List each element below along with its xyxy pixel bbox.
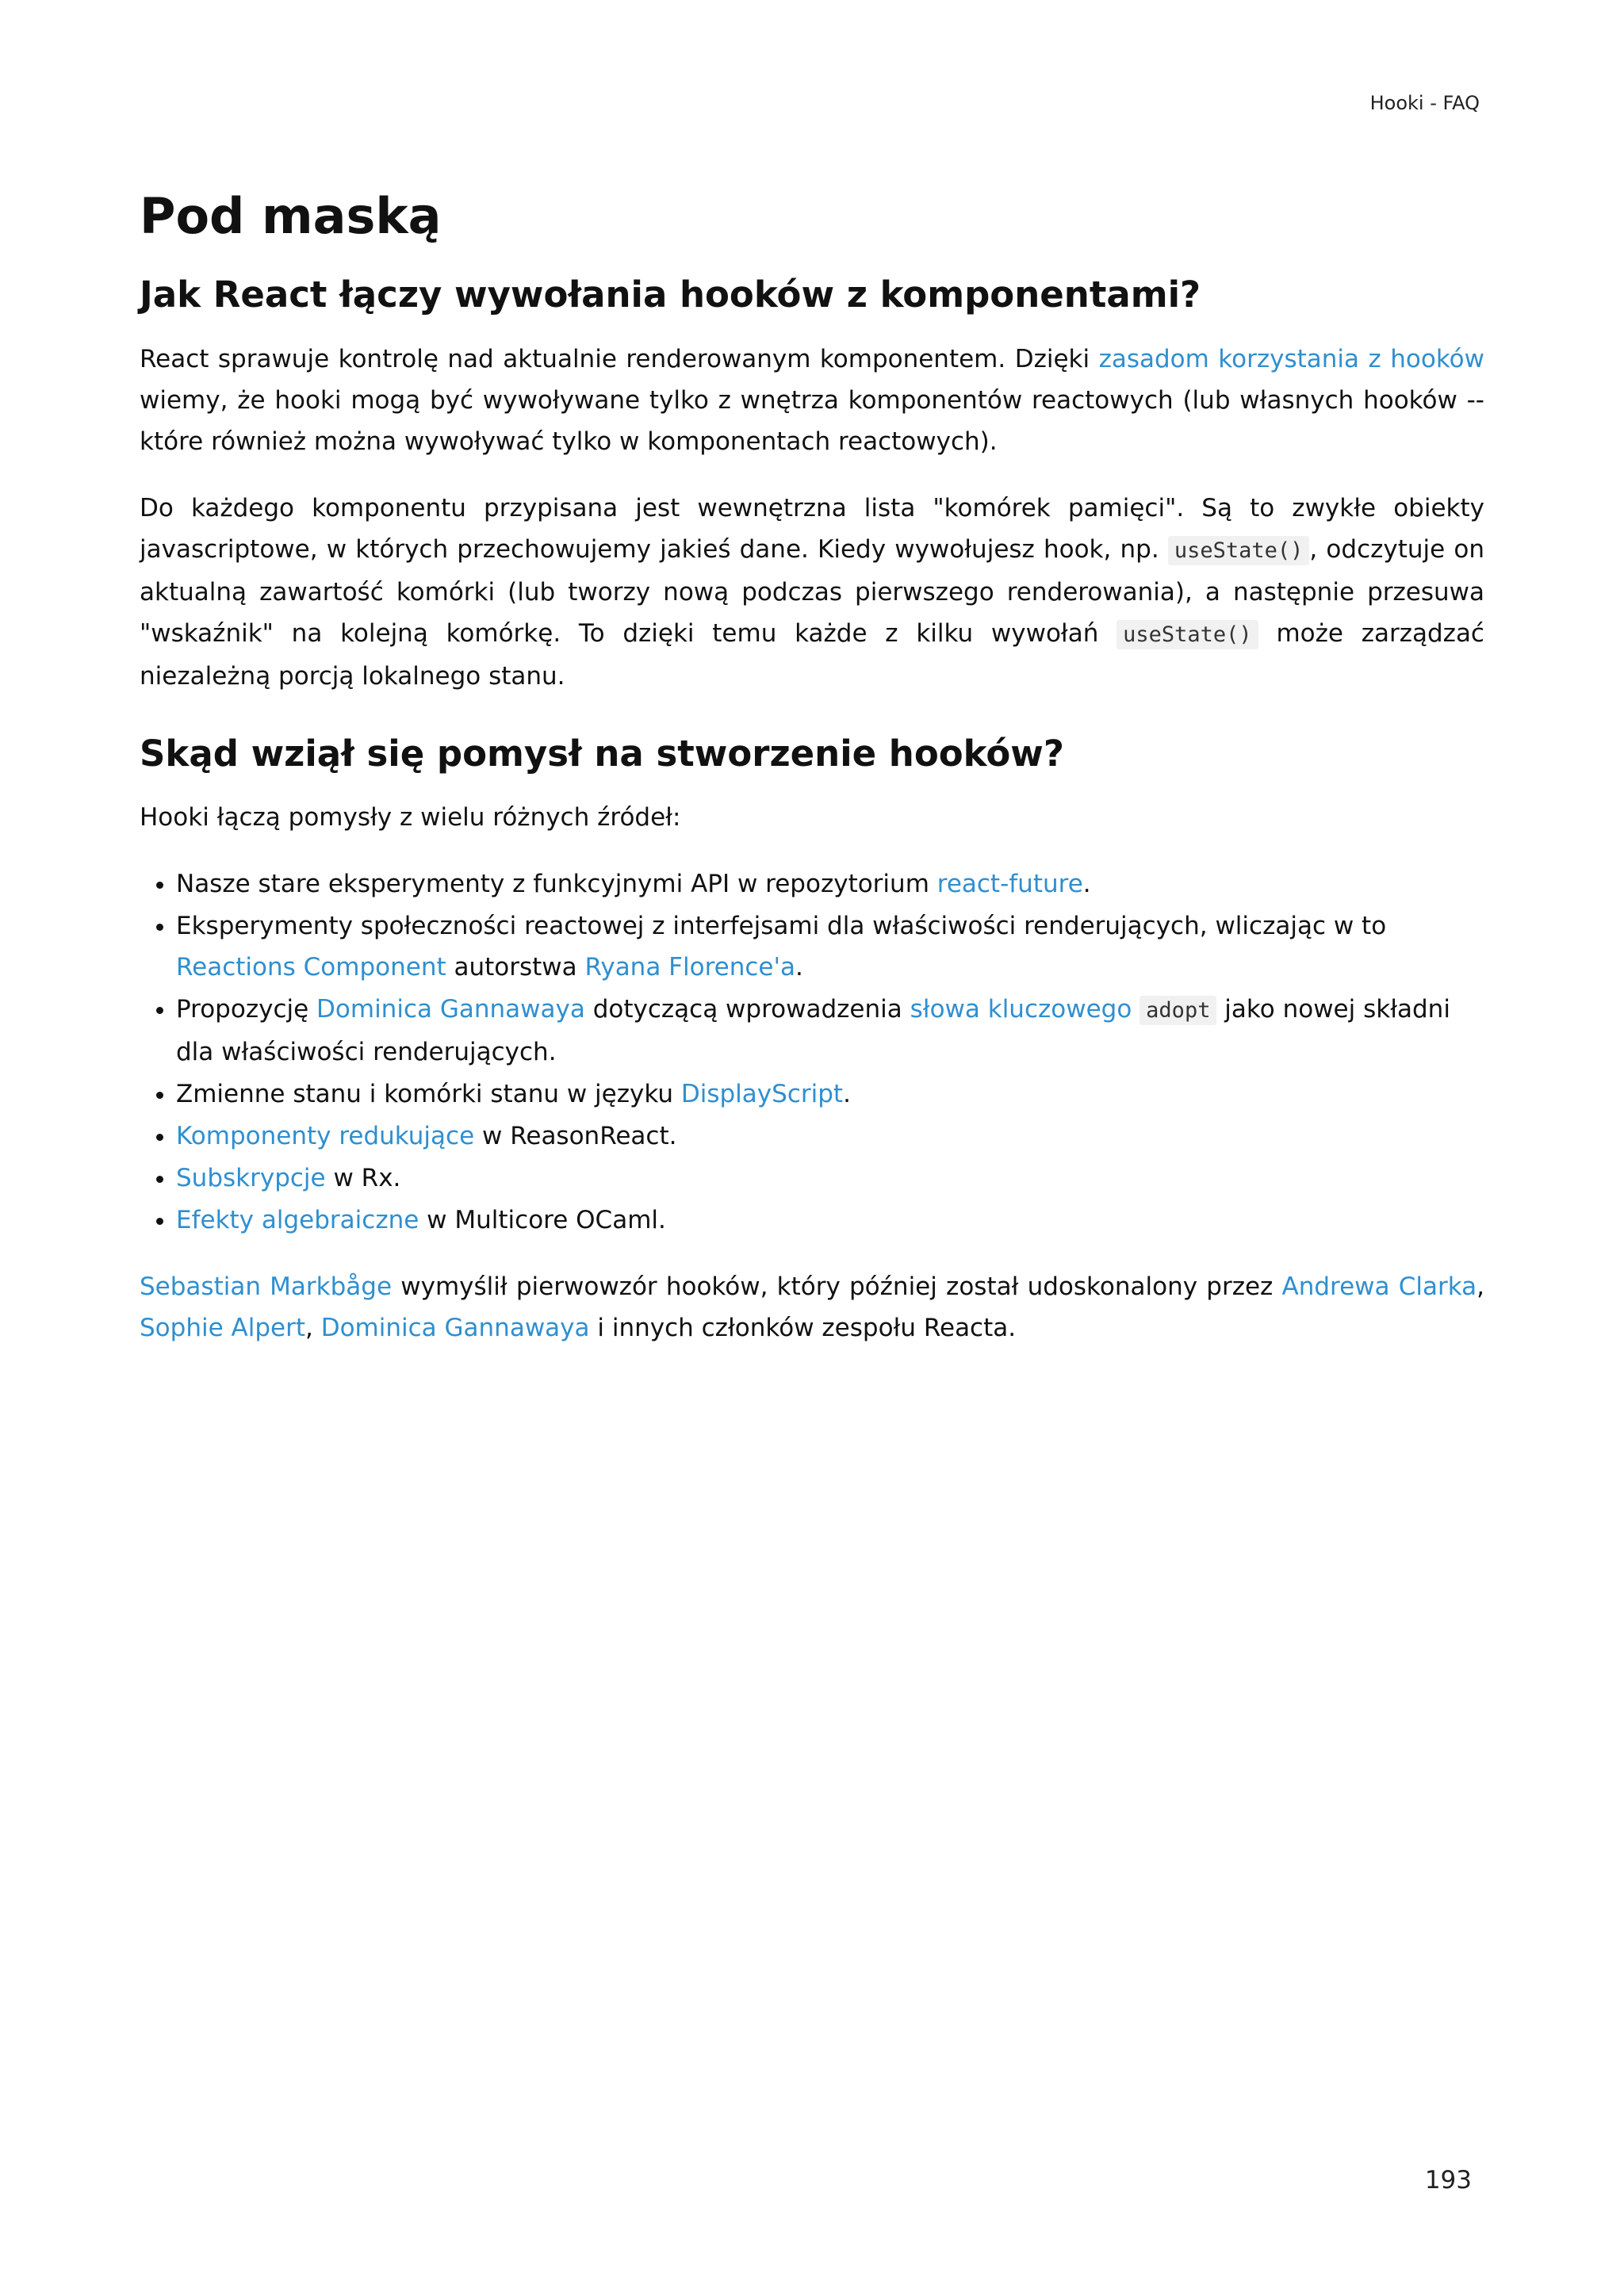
section-heading-hooks-components: Jak React łączy wywołania hooków z komponentami? bbox=[140, 274, 1201, 316]
link-keyword[interactable]: słowa kluczowego bbox=[910, 994, 1132, 1024]
link-dominic-gannaway[interactable]: Dominica Gannawaya bbox=[320, 1313, 590, 1342]
link-rules-of-hooks[interactable]: zasadom korzystania z hooków bbox=[1098, 344, 1484, 373]
paragraph-control: React sprawuje kontrolę nad aktualnie renderowanym komponentem. Dzięki zasadom korzystania z hooków wiemy, że hooki mogą być wywoływane tylko z wnętrza komponentów reactowych (lub własnych hooków -- które również można wywoływać tylko w komponentach reactowych). bbox=[140, 344, 1484, 456]
link-andrew-clark[interactable]: Andrewa Clarka bbox=[1281, 1272, 1477, 1301]
link-sebastian-markbage[interactable]: Sebastian Markbåge bbox=[140, 1272, 393, 1301]
running-header: Hooki - FAQ bbox=[1369, 92, 1480, 114]
list-item: • Efekty algebraiczne w Multicore OCaml. bbox=[176, 1200, 1484, 1241]
list-item: • Nasze stare eksperymenty z funkcyjnymi API w repozytorium react-future. bbox=[176, 863, 1484, 905]
code-usestate: useState() bbox=[1168, 536, 1310, 565]
list-item: • Propozycję Dominica Gannawaya dotyczącą wprowadzenia słowa kluczowego adopt jako nowej składni dla właściwości renderujących. bbox=[176, 989, 1484, 1073]
link-reactions-component[interactable]: Reactions Component bbox=[176, 952, 446, 982]
link-dominic-gannaway[interactable]: Dominica Gannawaya bbox=[316, 994, 585, 1024]
page-number: 193 bbox=[1424, 2166, 1472, 2195]
link-ryan-florence[interactable]: Ryana Florence'a bbox=[584, 952, 796, 982]
content bbox=[140, 187, 1484, 1374]
section-heading-origins: Skąd wziął się pomysł na stworzenie hooków? bbox=[140, 732, 1064, 775]
paragraph-credits: Sebastian Markbåge wymyślił pierwowzór hooków, który później został udoskonalony przez Andrewa Clarka, Sophie Alpert, Dominica Gannawaya i innych członków zespołu Reacta. bbox=[140, 1272, 1484, 1342]
list-item: • Eksperymenty społeczności reactowej z interfejsami dla właściwości renderujących, wliczając w to Reactions Component autorstwa Ryana Florence'a. bbox=[176, 905, 1484, 988]
link-algebraic-effects[interactable]: Efekty algebraiczne bbox=[176, 1205, 419, 1234]
code-adopt: adopt bbox=[1139, 996, 1216, 1025]
link-reducer-components[interactable]: Komponenty redukujące bbox=[176, 1121, 475, 1150]
link-react-future[interactable]: react-future bbox=[936, 869, 1083, 898]
paragraph-intro: Hooki łączą pomysły z wielu różnych źródeł: bbox=[140, 802, 681, 832]
code-usestate: useState() bbox=[1116, 620, 1258, 649]
link-displayscript[interactable]: DisplayScript bbox=[680, 1079, 844, 1108]
list-item: • Komponenty redukujące w ReasonReact. bbox=[176, 1115, 1484, 1157]
link-sophie-alpert[interactable]: Sophie Alpert bbox=[140, 1313, 305, 1342]
link-subscriptions[interactable]: Subskrypcje bbox=[176, 1163, 326, 1192]
page-title: Pod maską bbox=[140, 187, 442, 245]
sources-list bbox=[140, 863, 1484, 1241]
list-item: • Zmienne stanu i komórki stanu w języku DisplayScript. bbox=[176, 1073, 1484, 1115]
paragraph-memory-cells: Do każdego komponentu przypisana jest wewnętrzna lista "komórek pamięci". Są to zwykłe obiekty javascriptowe, w których przechowujemy jakieś dane. Kiedy wywołujesz hook, np. useState() , odczytuje on aktualną zawartość komórki (lub tworzy nową podczas pierwszego renderowania), a następnie przesuwa "wskaźnik" na kolejną komórkę. To dzięki temu każde z kilku wywołań useState() może zarządzać niezależną porcją lokalnego stanu. bbox=[140, 493, 1484, 691]
list-item: • Subskrypcje w Rx. bbox=[176, 1158, 1484, 1199]
